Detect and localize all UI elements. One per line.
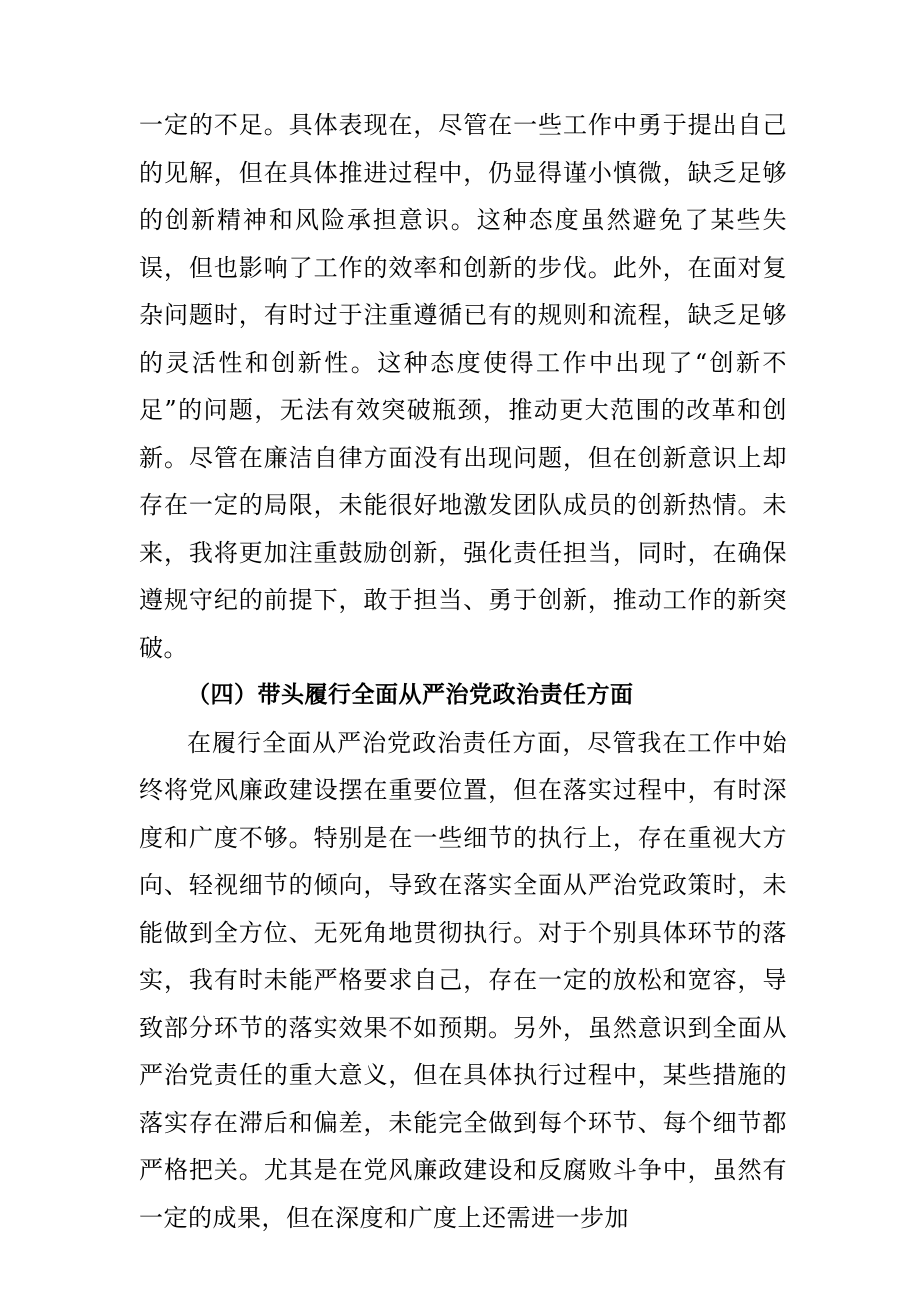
paragraph-party-responsibility: 在履行全面从严治党政治责任方面，尽管我在工作中始终将党风廉政建设摆在重要位置，但在落实过程中，有时深度和广度不够。特别是在一些细节的执行上，存在重视大方向、轻视细节的倾向，导致在落实全面从严治党政策时，未能做到全方位、无死角地贯彻执行。对于个别具体环节的落实，我有时未能严格要求自己，存在一定的放松和宽容，导致部分环节的落实效果不如预期。另外，虽然意识到全面从严治党责任的重大意义，但在具体执行过程中，某些措施的落实存在滞后和偏差，未能完全做到每个环节、每个细节都严格把关。尤其是在党风廉政建设和反腐败斗争中，虽然有一定的成果，但在深度和广度上还需进一步加 <box>139 728 787 1232</box>
paragraph-continued: 一定的不足。具体表现在，尽管在一些工作中勇于提出自己的见解，但在具体推进过程中，仍显得谨小慎微，缺乏足够的创新精神和风险承担意识。这种态度虽然避免了某些失误，但也影响了工作的效率和创新的步伐。此外，在面对复杂问题时，有时过于注重遵循已有的规则和流程，缺乏足够的灵活性和创新性。这种态度使得工作中出现了“创新不足”的问题，无法有效突破瓶颈，推动更大范围的改革和创新。尽管在廉洁自律方面没有出现问题，但在创新意识上却存在一定的局限，未能很好地激发团队成员的创新热情。未来，我将更加注重鼓励创新，强化责任担当，同时，在确保遵规守纪的前提下，敢于担当、勇于创新，推动工作的新突破。 <box>139 111 787 662</box>
document-body <box>139 102 787 1242</box>
section-heading: （四）带头履行全面从严治党政治责任方面 <box>187 682 634 708</box>
